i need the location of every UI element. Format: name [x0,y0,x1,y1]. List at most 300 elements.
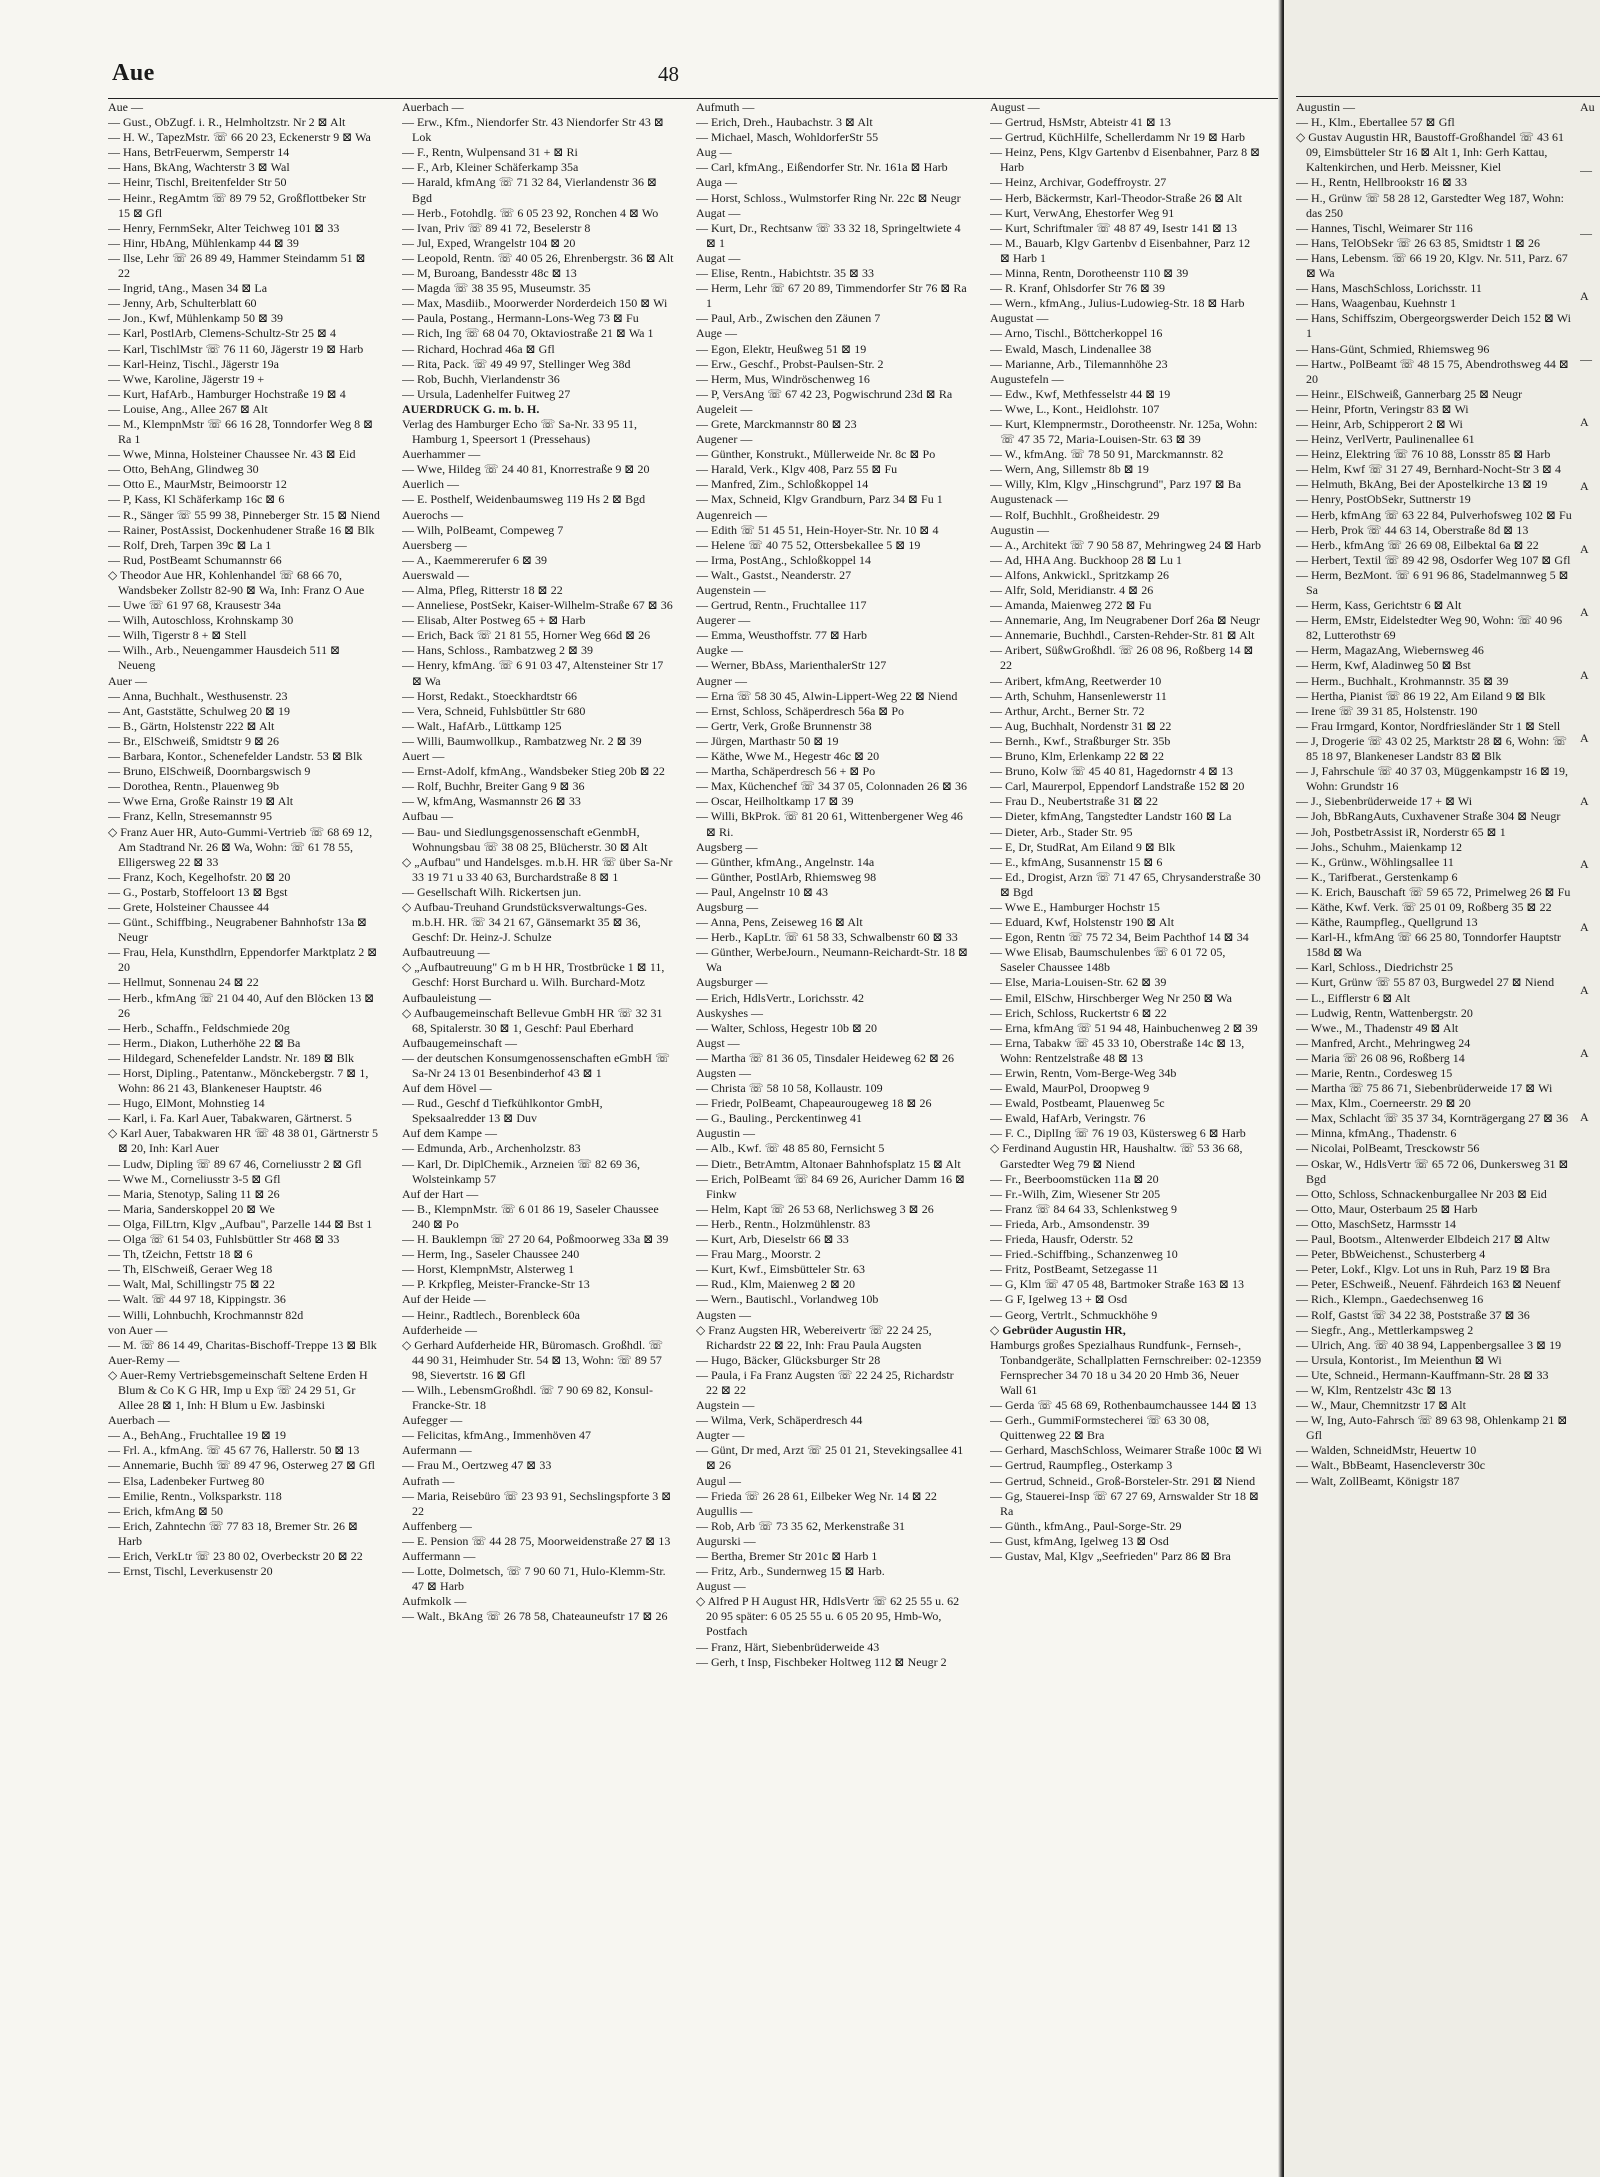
directory-entry: ◇ Alfred P H August HR, HdlsVertr ☏ 62 25 55 u. 62 20 95 später: 6 05 25 55 u. 6 05 20 95, Hmb-Wo, Postfach [696,1594,960,1639]
directory-entry: — Herb., Fotohdlg. ☏ 6 05 23 92, Ronchen 4 ⊠ Wo [402,205,659,220]
directory-entry: AUERDRUCK G. m. b. H. [402,401,540,416]
facing-page-entry: — Wwe., M., Thadenstr 49 ⊠ Alt [1296,1020,1459,1035]
directory-entry: — Kurt, VerwAng, Ehestorfer Weg 91 [990,205,1175,220]
directory-entry: — Günt, Dr med, Arzt ☏ 25 01 21, Stevekingsallee 41 ⊠ 26 [696,1443,964,1473]
surname-heading: Augke — [696,643,743,658]
surname-heading: August — [696,1579,746,1594]
directory-entry: — Edmunda, Arb., Archenholzstr. 83 [402,1141,581,1156]
directory-entry: — G, Klm ☏ 47 05 48, Bartmoker Straße 163 ⊠ 13 [990,1277,1245,1292]
directory-entry: — Ewald, Postbeamt, Plauenweg 5c [990,1096,1165,1111]
directory-entry: — Erna, kfmAng ☏ 51 94 48, Hainbuchenweg 2 ⊠ 39 [990,1020,1258,1035]
directory-entry: — Kurt, Klempnermstr., Dorotheenstr. Nr. 125a, Wohn: ☏ 47 35 72, Maria-Louisen-Str. 63 ⊠ 39 [990,416,1258,447]
directory-entry: — der deutschen Konsumgenossenschaften eGmbH ☏ Sa-Nr 24 13 01 Besenbinderhof 43 ⊠ 1 [402,1050,670,1080]
directory-entry: — Alb., Kwf. ☏ 48 85 80, Fernsicht 5 [696,1141,885,1156]
directory-entry: — Egon, Rentn ☏ 75 72 34, Beim Pachthof 14 ⊠ 34 [990,930,1249,945]
directory-entry: — F. C., DiplIng ☏ 76 19 03, Küstersweg 6 ⊠ Harb [990,1126,1246,1141]
facing-page-entry: — Herb, Prok ☏ 44 63 14, Oberstraße 8d ⊠ 13 [1296,522,1529,537]
directory-entry: — Fried.-Schiffbing., Schanzenweg 10 [990,1247,1178,1262]
directory-entry: — Ivan, Priv ☏ 89 41 72, Beselerstr 8 [402,220,591,235]
directory-entry: — Herb., KapLtr. ☏ 61 58 33, Schwalbenstr 60 ⊠ 33 [696,930,958,945]
surname-heading: Augter — [696,1428,745,1443]
facing-page-entry: — Otto, MaschSetz, Harmsstr 14 [1296,1216,1456,1231]
directory-entry: — Gerh., GummiFormstecherei ☏ 63 30 08, Quittenweg 22 ⊠ Bra [990,1413,1210,1443]
facing-page-entry: — J, Fahrschule ☏ 40 37 03, Müggenkampstr 16 ⊠ 19, Wohn: Grundstr 16 [1296,764,1569,794]
directory-entry: — Franz, Koch, Kegelhofstr. 20 ⊠ 20 [108,869,291,884]
directory-entry: — B., Gärtn, Holstenstr 222 ⊠ Alt [108,718,275,733]
directory-entry: ◇ Aufbaugemeinschaft Bellevue GmbH HR ☏ 32 31 68, Spitalerstr. 30 ⊠ 1, Geschf: Paul Eberhard [402,1005,663,1035]
surname-heading: Augsburg — [696,899,759,914]
facing-page-entry: — Walt., BbBeamt, Hasencleverstr 30c [1296,1458,1486,1473]
facing-page-entry: — Maria ☏ 26 08 96, Roßberg 14 [1296,1050,1465,1065]
directory-entry: — Jenny, Arb, Schulterblatt 60 [108,296,257,311]
facing-page-entry: — Walden, SchneidMstr, Heuertw 10 [1296,1443,1477,1458]
directory-entry: — Karl-Heinz, Tischl., Jägerstr 19a [108,356,279,371]
facing-page-entry: — Hannes, Tischl, Weimarer Str 116 [1296,220,1473,235]
directory-entry: — Ernst, Tischl, Leverkusenstr 20 [108,1564,273,1579]
facing-page-entry: — Herm, BezMont. ☏ 6 91 96 86, Stadelmannweg 5 ⊠ Sa [1296,567,1569,597]
facing-page-edge-fragment: — [1580,163,1592,178]
page-number: 48 [658,62,679,86]
directory-entry: — Heinz, Archivar, Godeffroystr. 27 [990,175,1167,190]
facing-page-entry: — Herm, Kass, Gerichtstr 6 ⊠ Alt [1296,598,1462,613]
directory-entry: — Kurt, Arb, Dieselstr 66 ⊠ 33 [696,1232,849,1247]
directory-entry: — Walter, Schloss, Hegestr 10b ⊠ 20 [696,1020,878,1035]
directory-entry: — Erw., Kfm., Niendorfer Str. 43 Niendorfer Str 43 ⊠ Lok [402,115,664,145]
facing-page-entry: — Johs., Schuhm., Maienkamp 12 [1296,839,1462,854]
directory-entry: — Gust, kfmAng, Igelweg 13 ⊠ Osd [990,1533,1169,1548]
surname-heading: Augeleit — [696,401,753,416]
directory-entry: — Günther, Konstrukt., Müllerweide Nr. 8c ⊠ Po [696,447,936,462]
directory-entry: — E., kfmAng, Susannenstr 15 ⊠ 6 [990,854,1163,869]
directory-entry: — Anna, Pens, Zeiseweg 16 ⊠ Alt [696,915,863,930]
directory-entry: — Willi, Lohnbuchh, Krochmannstr 82d [108,1307,304,1322]
facing-page-entry: — L., Eifflerstr 6 ⊠ Alt [1296,990,1411,1005]
directory-entry: — Oscar, Heilholtkamp 17 ⊠ 39 [696,794,854,809]
surname-heading: von Auer — [108,1322,168,1337]
directory-entry: — Max, Schneid, Klgv Grandburn, Parz 34 ⊠ Fu 1 [696,492,943,507]
directory-entry: — Th, ElSchweiß, Geraer Weg 18 [108,1262,273,1277]
facing-page-entry: — Kurt, Grünw ☏ 55 87 03, Burgwedel 27 ⊠ Niend [1296,975,1555,990]
directory-entry: — Harald, kfmAng ☏ 71 32 84, Vierlandenstr 36 ⊠ Bgd [402,175,658,205]
directory-entry: — Horst, Schloss., Wulmstorfer Ring Nr. 22c ⊠ Neugr [696,190,961,205]
directory-entry: — Gertrud, Raumpfleg., Osterkamp 3 [990,1458,1173,1473]
facing-page-entry: — Helmuth, BkAng, Bei der Apostelkirche 13 ⊠ 19 [1296,477,1548,492]
directory-entry: — Gustav, Mal, Klgv „Seefrieden" Parz 86 ⊠ Bra [990,1549,1231,1563]
facing-page-entry: — H., Rentn, Hellbrookstr 16 ⊠ 33 [1296,175,1468,190]
facing-page-entry: — Herm, EMstr, Eidelstedter Weg 90, Wohn: ☏ 40 96 82, Lutterothstr 69 [1296,613,1563,643]
directory-entry: — W., kfmAng. ☏ 78 50 91, Marckmannstr. 82 [990,447,1224,462]
facing-page-entry: — Helm, Kwf ☏ 31 27 49, Bernhard-Nocht-Str 3 ⊠ 4 [1296,462,1562,477]
directory-entry: — Ed., Drogist, Arzn ☏ 71 47 65, Chrysanderstraße 30 ⊠ Bgd [990,869,1261,899]
surname-heading: Augner — [696,673,747,688]
facing-page-entry: — Herbert, Textil ☏ 89 42 98, Osdorfer Weg 107 ⊠ Gfl [1296,552,1571,567]
facing-page-entry: — Hans, Lebensm. ☏ 66 19 20, Klgv. Nr. 511, Parz. 67 ⊠ Wa [1296,250,1568,281]
directory-entry: — Uwe ☏ 61 97 68, Krausestr 34a [108,598,281,613]
directory-entry: — Gerh, t Insp, Fischbeker Holtweg 112 ⊠ Neugr 2 [696,1654,947,1669]
directory-entry: — Günth., kfmAng., Paul-Sorge-Str. 29 [990,1518,1182,1533]
directory-entry: — H. Bauklempn ☏ 27 20 64, Poßmoorweg 33a ⊠ 39 [402,1232,669,1247]
directory-entry: — Fr.-Wilh, Zim, Wiesener Str 205 [990,1186,1161,1201]
directory-entry: ◇ Franz Auer HR, Auto-Gummi-Vertrieb ☏ 68 69 12, Am Stadtrand Nr. 26 ⊠ Wa, Wohn: ☏ 61 78 55, Elligersweg 22 ⊠ 33 [108,824,373,869]
directory-entry: — Gertrud, HsMstr, Abteistr 41 ⊠ 13 [990,115,1171,130]
directory-entry: — Bruno, Kolw ☏ 45 40 81, Hagedornstr 4 ⊠ 13 [990,764,1234,779]
directory-entry: — P, Kass, Kl Schäferkamp 16c ⊠ 6 [108,492,285,507]
facing-page-entry: — W, Ing, Auto-Fahrsch ☏ 89 63 98, Ohlenkamp 21 ⊠ Gfl [1296,1413,1568,1443]
directory-entry: — Walt., BkAng ☏ 26 78 58, Chateauneufstr 17 ⊠ 26 [402,1609,668,1624]
directory-entry: — Arth, Schuhm, Hansenlewerstr 11 [990,688,1167,703]
column-1 [108,100,380,2058]
directory-entry: — Erich, PolBeamt ☏ 84 69 26, Auricher Damm 16 ⊠ Finkw [696,1171,966,1201]
facing-page-edge-fragment: A [1580,1046,1589,1061]
directory-page [108,58,1278,2058]
facing-page [1284,0,1600,2177]
directory-entry: — Herb., Rentn., Holzmühlenstr. 83 [696,1216,871,1231]
facing-page-entry: — Ludwig, Rentn, Wattenbergstr. 20 [1296,1005,1473,1020]
facing-page-entry: — Käthe, Raumpfleg., Quellgrund 13 [1296,915,1478,930]
surname-heading: Auffenberg — [402,1518,472,1533]
directory-entry: — Lotte, Dolmetsch, ☏ 7 90 60 71, Hulo-Klemm-Str. 47 ⊠ Harb [402,1564,666,1594]
directory-entry: — Karl, i. Fa. Karl Auer, Tabakwaren, Gärtnerst. 5 [108,1111,352,1126]
surname-heading: Augul — [696,1473,741,1488]
surname-heading: Aufbaugemeinschaft — [402,1035,517,1050]
directory-entry: — Carl, kfmAng., Eißendorfer Str. Nr. 161a ⊠ Harb [696,160,948,175]
directory-entry: — Henry, kfmAng. ☏ 6 91 03 47, Altensteiner Str 17 ⊠ Wa [402,658,664,688]
directory-entry: — E. Posthelf, Weidenbaumsweg 119 Hs 2 ⊠ Bgd [402,492,646,507]
directory-entry: — Marianne, Arb., Tilemannhöhe 23 [990,356,1168,371]
surname-heading: Augener — [696,432,753,447]
facing-page-entry: — Joh, PostbetrAssist iR, Norderstr 65 ⊠ 1 [1296,824,1506,839]
directory-entry: — Erich, kfmAng ⊠ 50 [108,1503,224,1518]
directory-entry: — Walt, Mal, Schillingstr 75 ⊠ 22 [108,1277,275,1292]
facing-page-entry: — H., Grünw ☏ 58 28 12, Garstedter Weg 187, Wohn: das 250 [1296,190,1564,220]
directory-entry: — Aribert, SüßwGroßhdl. ☏ 26 08 96, Roßberg 14 ⊠ 22 [990,643,1254,673]
directory-entry: — Bau- und Siedlungsgenossenschaft eGenmbH, Wohnungsbau ☏ 38 08 25, Blücherstr. 30 ⊠ Alt [402,824,648,854]
header-keyword: Aue [112,60,155,86]
directory-entry: — Günther, kfmAng., Angelnstr. 14a [696,854,875,869]
directory-entry: — Ewald, HafArb, Veringstr. 76 [990,1111,1146,1126]
directory-entry: — Bruno, ElSchweiß, Doornbargswisch 9 [108,764,311,779]
surname-heading: Augat — [696,250,741,265]
directory-entry: — Elisab, Alter Postweg 65 + ⊠ Harb [402,613,586,628]
directory-entry: — Kurt, Schriftmaler ☏ 48 87 49, Isestr 141 ⊠ 13 [990,220,1238,235]
directory-entry: — Dorothea, Rentn., Plauenweg 9b [108,779,279,794]
facing-page-entry: — Heinr, Arb, Schipperort 2 ⊠ Wi [1296,416,1463,431]
directory-entry: — Hans, BetrFeuerwm, Semperstr 14 [108,145,290,160]
facing-page-entry: — Hans, Schiffszim, Obergeorgswerder Deich 152 ⊠ Wi 1 [1296,311,1571,341]
directory-entry: — Günther, PostlArb, Rhiemsweg 98 [696,869,877,884]
directory-entry: — Kurt, Dr., Rechtsanw ☏ 33 32 18, Springeltwiete 4 ⊠ 1 [696,220,961,250]
facing-page-entry: — Max, Klm., Coerneerstr. 29 ⊠ 20 [1296,1096,1471,1111]
facing-page-edge-fragment: A [1580,415,1589,430]
directory-entry: — Richard, Hochrad 46a ⊠ Gfl [402,341,555,356]
facing-page-entry: — Hartw., PolBeamt ☏ 48 15 75, Abendrothsweg 44 ⊠ 20 [1296,356,1569,386]
directory-entry: Verlag des Hamburger Echo ☏ Sa-Nr. 33 95 11, Hamburg 1, Speersort 1 (Pressehaus) [402,416,637,447]
directory-entry: — Harald, Verk., Klgv 408, Parz 55 ⊠ Fu [696,462,898,477]
facing-page-edge-fragment: A [1580,604,1589,619]
directory-entry: — Helm, Kapt ☏ 26 53 68, Nerlichsweg 3 ⊠ 26 [696,1201,934,1216]
directory-entry: — Alfons, Ankwickl., Spritzkamp 26 [990,567,1169,582]
directory-entry: — Erwin, Rentn, Vom-Berge-Weg 34b [990,1066,1177,1080]
facing-page-entry: — Rolf, Gastst ☏ 34 22 38, Poststraße 37 ⊠ 36 [1296,1307,1530,1322]
directory-entry: — Erna, Tabakw ☏ 45 33 10, Oberstraße 14c ⊠ 13, Wohn: Rentzelstraße 48 ⊠ 13 [990,1035,1245,1065]
directory-entry: — Paul, Angelnstr 10 ⊠ 43 [696,884,829,899]
directory-entry: — Emilie, Rentn., Volksparkstr. 118 [108,1488,282,1503]
facing-page-entry: — Karl-H., kfmAng ☏ 66 25 80, Tonndorfer Hauptstr 158d ⊠ Wa [1296,930,1561,960]
directory-entry: — Willy, Klm, Klgv „Hinschgrund", Parz 197 ⊠ Ba [990,477,1242,492]
facing-page-entry: — Paul, Bootsm., Altenwerder Elbdeich 217 ⊠ Altw [1296,1232,1551,1247]
directory-entry: — Carl, Maurerpol, Eppendorf Landstraße 152 ⊠ 20 [990,779,1245,794]
facing-page-entry: — Oskar, W., HdlsVertr ☏ 65 72 06, Dunkersweg 31 ⊠ Bgd [1296,1156,1569,1186]
facing-page-entry: — Hertha, Pianist ☏ 86 19 22, Am Eiland 9 ⊠ Blk [1296,688,1546,703]
directory-entry: — A., Kaemmererufer 6 ⊠ 39 [402,552,548,567]
surname-heading: Auf der Hart — [402,1186,479,1201]
surname-heading: Auskyshes — [696,1005,764,1020]
surname-heading: Auer — [108,673,147,688]
directory-entry: ◇ Theodor Aue HR, Kohlenhandel ☏ 68 66 70, Wandsbeker Zollstr 82-90 ⊠ Wa, Inh: Franz O Aue [108,567,365,597]
facing-page-entry: — Irene ☏ 39 31 85, Holstenstr. 190 [1296,703,1478,718]
directory-entry: — A., BehAng., Fruchtallee 19 ⊠ 19 [108,1428,287,1443]
facing-page-edge-fragment: A [1580,1109,1589,1124]
directory-entry: — Alfr, Sold, Meridianstr. 4 ⊠ 26 [990,583,1154,597]
facing-page-entry: — Herm, Kwf, Aladinweg 50 ⊠ Bst [1296,658,1471,673]
facing-page-edge-fragment: A [1580,667,1589,682]
directory-entry: ◇ „Aufbau" und Handelsges. m.b.H. HR ☏ über Sa-Nr 33 19 71 u 33 40 63, Burchardstraße 8 ⊠ 1 [402,854,673,884]
facing-page-entry: — Joh, BbRangAuts, Cuxhavener Straße 304 ⊠ Neugr [1296,809,1561,824]
directory-entry: — Egon, Elektr, Heußweg 51 ⊠ 19 [696,341,867,356]
directory-entry: — Maria, Reisebüro ☏ 23 93 91, Sechslingspforte 3 ⊠ 22 [402,1488,672,1518]
surname-heading: Auf der Heide — [402,1292,486,1307]
facing-page-entry: — Otto, Schloss, Schnackenburgallee Nr 203 ⊠ Eid [1296,1186,1547,1201]
directory-entry: — Herb, Bäckermstr, Karl-Theodor-Straße 26 ⊠ Alt [990,190,1242,205]
directory-entry: — Gerda ☏ 45 68 69, Rothenbaumchaussee 144 ⊠ 13 [990,1398,1257,1413]
directory-entry: — Amanda, Maienweg 272 ⊠ Fu [990,598,1152,613]
surname-heading: Augsten — [696,1066,751,1080]
directory-entry: — Erich, Back ☏ 21 81 55, Horner Weg 66d ⊠ 26 [402,628,651,643]
directory-entry: — Willi, Baumwollkup., Rambatzweg Nr. 2 ⊠ 39 [402,733,642,748]
directory-entry: — Felicitas, kfmAng., Immenhöven 47 [402,1428,591,1443]
facing-page-entry: — Ursula, Kontorist., Im Meienthun ⊠ Wi [1296,1352,1502,1367]
directory-entry: — Fritz, PostBeamt, Setzegasse 11 [990,1262,1159,1277]
directory-entry: — G., Postarb, Stoffeloort 13 ⊠ Bgst [108,884,288,899]
facing-page-column [1296,100,1576,2100]
directory-entry: — Wilh, Tigerstr 8 + ⊠ Stell [108,628,247,643]
directory-entry: — Br., ElSchweiß, Smidtstr 9 ⊠ 26 [108,733,280,748]
directory-entry: — Friedr, PolBeamt, Chapeaurougeweg 18 ⊠ 26 [696,1096,932,1111]
directory-entry: — Hans, BkAng, Wachterstr 3 ⊠ Wal [108,160,290,175]
directory-entry: — Otto E., MaurMstr, Beimoorstr 12 [108,477,287,492]
directory-entry: — Maria, Sanderskoppel 20 ⊠ We [108,1201,275,1216]
directory-entry: — Karl, Dr. DiplChemik., Arzneien ☏ 82 69 36, Wolsteinkamp 57 [402,1156,640,1186]
facing-page-entry: ◇ Gustav Augustin HR, Baustoff-Großhandel ☏ 43 61 09, Eimsbütteler Str 16 ⊠ Alt 1, Inh: Gerh Kattau, Kaltenkirchen, und Herb. Meissner, Kiel [1296,130,1564,175]
directory-entry: — Dieter, Arb., Stader Str. 95 [990,824,1133,839]
facing-page-entry: — Walt, ZollBeamt, Königstr 187 [1296,1473,1460,1488]
directory-entry: — Horst, Redakt., Stoeckhardtstr 66 [402,688,577,703]
directory-entry: — Rolf, Dreh, Tarpen 39c ⊠ La 1 [108,537,272,552]
directory-entry: — Walt. ☏ 44 97 18, Kippingstr. 36 [108,1292,286,1307]
directory-entry: — Jul, Exped, Wrangelstr 104 ⊠ 20 [402,235,576,250]
directory-entry: — Wwe, Karoline, Jägerstr 19 + [108,371,265,386]
directory-entry: — Max, Masdiib., Moorwerder Norderdeich 150 ⊠ Wi [402,296,668,311]
facing-page-entry: — Martha ☏ 75 86 71, Siebenbrüderweide 17 ⊠ Wi [1296,1081,1553,1096]
directory-entry: — Christa ☏ 58 10 58, Kollaustr. 109 [696,1081,883,1096]
directory-entry: — Erna ☏ 58 30 45, Alwin-Lippert-Weg 22 ⊠ Niend [696,688,958,703]
directory-entry: — Wilh, PolBeamt, Compeweg 7 [402,522,564,537]
surname-heading: Auffermann — [402,1549,476,1563]
directory-entry: — Max, Küchenchef ☏ 34 37 05, Colonnaden 26 ⊠ 36 [696,779,968,794]
directory-entry: — Grete, Marckmannstr 80 ⊠ 23 [696,416,857,431]
facing-page-entry: — Henry, PostObSekr, Suttnerstr 19 [1296,492,1471,507]
directory-entry: — Wern, Ang, Sillemstr 8b ⊠ 19 [990,462,1149,477]
directory-entry: — G F, Igelweg 13 + ⊠ Osd [990,1292,1128,1307]
directory-entry: — P. Krkpfleg, Meister-Francke-Str 13 [402,1277,590,1292]
facing-page-entry: — J, Drogerie ☏ 43 02 25, Marktstr 28 ⊠ 6, Wohn: ☏ 85 18 97, Blankeneser Landstr 83 ⊠ Blk [1296,733,1568,764]
directory-entry: — Ewald, MaurPol, Droopweg 9 [990,1081,1150,1096]
directory-entry: ◇ Aufbau-Treuhand Grundstücksverwaltungs-Ges. m.b.H. HR. ☏ 34 21 67, Gänsemarkt 35 ⊠ 36, Geschf: Dr. Heinz-J. Schulze [402,899,648,945]
directory-entry: — Heinz, Pens, Klgv Gartenbv d Eisenbahner, Parz 8 ⊠ Harb [990,145,1261,175]
facing-page-entry: — J., Siebenbrüderweide 17 + ⊠ Wi [1296,794,1473,809]
directory-entry: — Herm, Ing., Saseler Chaussee 240 [402,1247,580,1262]
facing-page-edge-fragment: — [1580,226,1592,241]
directory-entry: — Franz ☏ 84 64 33, Schlenkstweg 9 [990,1201,1177,1216]
directory-entry: — Franz, Kelln, Stresemannstr 95 [108,809,272,824]
directory-entry: — Edith ☏ 51 45 51, Hein-Hoyer-Str. Nr. 10 ⊠ 4 [696,522,939,537]
directory-entry: — Minna, Rentn, Dorotheenstr 110 ⊠ 39 [990,266,1189,281]
facing-page-entry: — Hans, MaschSchloss, Lorichsstr. 11 [1296,281,1482,296]
directory-entry: — A., Architekt ☏ 7 90 58 87, Mehringweg 24 ⊠ Harb [990,537,1262,552]
directory-entry: — Helene ☏ 40 75 52, Ottersbekallee 5 ⊠ 19 [696,537,921,552]
facing-page-entry: — Nicolai, PolBeamt, Tresckowstr 56 [1296,1141,1480,1156]
surname-heading: Aufermann — [402,1443,472,1458]
directory-entry: — Barbara, Kontor., Schenefelder Landstr. 53 ⊠ Blk [108,749,363,764]
directory-entry: — F., Rentn, Wulpensand 31 + ⊠ Ri [402,145,578,160]
directory-entry: ◇ Karl Auer, Tabakwaren HR ☏ 48 38 01, Gärtnerstr 5 ⊠ 20, Inh: Karl Auer [108,1126,378,1156]
directory-entry: — Olga ☏ 61 54 03, Fuhlsbüttler Str 468 ⊠ 33 [108,1232,340,1247]
directory-entry: — Erich, HdlsVertr., Lorichsstr. 42 [696,990,864,1005]
directory-entry: — Ernst-Adolf, kfmAng., Wandsbeker Stieg 20b ⊠ 22 [402,764,665,779]
facing-page-entry: — Heinr, Pfortn, Veringstr 83 ⊠ Wi [1296,401,1469,416]
directory-entry: — Dieter, kfmAng, Tangstedter Landstr 160 ⊠ La [990,809,1232,824]
surname-heading: Augst — [696,1035,740,1050]
directory-entry: — Erw., Geschf., Probst-Paulsen-Str. 2 [696,356,884,371]
directory-entry: — Hinr, HbAng, Mühlenkamp 44 ⊠ 39 [108,235,299,250]
directory-entry: — Herb., kfmAng ☏ 21 04 40, Auf den Blöcken 13 ⊠ 26 [108,990,375,1020]
directory-entry: — Walt., Gastst., Neanderstr. 27 [696,567,852,582]
surname-heading: Auerbach — [402,100,464,114]
surname-heading: Augenstein — [696,583,766,597]
directory-entry: — Georg, Vertrlt., Schmuckhöhe 9 [990,1307,1158,1322]
facing-page-entry: — Siegfr., Ang., Mettlerkampsweg 2 [1296,1322,1474,1337]
directory-entry: — Herb., Schaffn., Feldschmiede 20g [108,1020,290,1035]
columns [108,100,1278,2058]
facing-page-rule [1296,96,1600,97]
directory-entry: — M. ☏ 86 14 49, Charitas-Bischoff-Treppe 13 ⊠ Blk [108,1337,377,1352]
directory-entry: ◇ Gerhard Aufderheide HR, Büromasch. Großhdl. ☏ 44 90 31, Heimhuder Str. 54 ⊠ 13, Wohn: ☏ 89 57 98, Sievertstr. 16 ⊠ Gfl [402,1337,664,1382]
page-header [108,58,1278,99]
directory-entry: — B., KlempnMstr. ☏ 6 01 86 19, Saseler Chaussee 240 ⊠ Po [402,1201,659,1231]
directory-entry: — Otto, BehAng, Glindweg 30 [108,462,259,477]
directory-entry: — F., Arb, Kleiner Schäferkamp 35a [402,160,579,175]
directory-entry: — Th, tZeichn, Fettstr 18 ⊠ 6 [108,1247,253,1262]
directory-entry: — Frieda, Arb., Amsondenstr. 39 [990,1216,1150,1231]
facing-page-entry: — Herm, MagazAng, Wiebernsweg 46 [1296,643,1484,658]
surname-heading: Auerswald — [402,567,469,582]
directory-entry: — Gerhard, MaschSchloss, Weimarer Straße 100c ⊠ Wi [990,1443,1262,1458]
directory-entry: — Kurt, HafArb., Hamburger Hochstraße 19 ⊠ 4 [108,386,346,401]
directory-entry: — Gesellschaft Wilh. Rickertsen jun. [402,884,582,899]
facing-page-entry: — Manfred, Archt., Mehringweg 24 [1296,1035,1471,1050]
directory-entry: — Elsa, Ladenbeker Furtweg 80 [108,1473,265,1488]
facing-page-entry: — Ulrich, Ang. ☏ 40 38 94, Lappenbergsallee 3 ⊠ 19 [1296,1337,1562,1352]
directory-entry: — Eduard, Kwf, Holstenstr 190 ⊠ Alt [990,915,1175,930]
surname-heading: Auf dem Hövel — [402,1081,492,1096]
directory-entry: — Gertrud, Rentn., Fruchtallee 117 [696,598,867,613]
surname-heading: Augerer — [696,613,751,628]
directory-entry: — Erich, Dreh., Haubachstr. 3 ⊠ Alt [696,115,873,130]
directory-entry: — Rob, Arb ☏ 73 35 62, Merkenstraße 31 [696,1518,905,1533]
directory-entry: — Hildegard, Schenefelder Landstr. Nr. 189 ⊠ Blk [108,1050,354,1065]
facing-page-edge-column [1580,100,1600,1200]
surname-heading: Aue — [108,100,143,114]
directory-entry: — Michael, Masch, WohldorferStr 55 [696,130,879,145]
directory-entry: — G., Bauling., Perckentinweg 41 [696,1111,862,1126]
directory-entry: — Annemarie, Buchhdl., Carsten-Rehder-Str. 81 ⊠ Alt [990,628,1255,643]
directory-entry: — Irma, PostAng., Schloßkoppel 14 [696,552,871,567]
facing-page-entry: — K., Grünw., Wöhlingsallee 11 [1296,854,1454,869]
directory-entry: — M, Buroang, Bandesstr 48c ⊠ 13 [402,266,577,281]
surname-heading: Aufderheide — [402,1322,477,1337]
directory-entry: — Frieda ☏ 26 28 61, Eilbeker Weg Nr. 14 ⊠ 22 [696,1488,937,1503]
directory-entry: — Frau M., Oertzweg 47 ⊠ 33 [402,1458,552,1473]
directory-entry: — Hugo, Bäcker, Glücksburger Str 28 [696,1352,881,1367]
directory-entry: — Wwe, Hildeg ☏ 24 40 81, Knorrestraße 9 ⊠ 20 [402,462,650,477]
surname-heading: Augstein — [696,1398,755,1413]
directory-entry: — Ad, HHA Ang. Buckhoop 28 ⊠ Lu 1 [990,552,1183,567]
directory-entry: — Erich, Zahntechn ☏ 77 83 18, Bremer Str. 26 ⊠ Harb [108,1518,359,1548]
facing-page-edge-fragment: A [1580,920,1589,935]
surname-heading: Auer-Remy — [108,1352,180,1367]
directory-entry: — Bernh., Kwf., Straßburger Str. 35b [990,733,1171,748]
directory-entry: — Karl, PostlArb, Clemens-Schultz-Str 25 ⊠ 4 [108,326,337,341]
directory-entry: — Heinr, Tischl, Breitenfelder Str 50 [108,175,287,190]
directory-entry: — Arno, Tischl., Böttcherkoppel 16 [990,326,1163,341]
directory-entry: — Ant, Gaststätte, Schulweg 20 ⊠ 19 [108,703,291,718]
surname-heading: Aug — [696,145,732,160]
directory-entry: — Louise, Ang., Allee 267 ⊠ Alt [108,401,268,416]
directory-entry: — R. Kranf, Ohlsdorfer Str 76 ⊠ 39 [990,281,1166,296]
directory-entry: — H. W., TapezMstr. ☏ 66 20 23, Eckenerstr 9 ⊠ Wa [108,130,371,145]
directory-entry: ◇ Gebrüder Augustin HR, [990,1322,1126,1337]
surname-heading: Auersberg — [402,537,467,552]
facing-page-entry: — Otto, Maur, Osterbaum 25 ⊠ Harb [1296,1201,1478,1216]
directory-entry: — Frieda, Hausfr, Oderstr. 52 [990,1232,1134,1247]
facing-page-entry: — Karl, Schloss., Diedrichstr 25 [1296,960,1453,975]
directory-entry: — Ingrid, tAng., Masen 34 ⊠ La [108,281,268,296]
directory-entry: — Herm., Diakon, Lutherhöhe 22 ⊠ Ba [108,1035,301,1050]
directory-entry: — Walt., HafArb., Lüttkamp 125 [402,718,562,733]
surname-heading: Augsten — [696,1307,751,1322]
surname-heading: Augustefeln — [990,371,1064,386]
directory-entry: — M., KlempnMstr ☏ 66 16 28, Tonndorfer Weg 8 ⊠ Ra 1 [108,416,374,447]
directory-entry: — Rainer, PostAssist, Dockenhudener Straße 16 ⊠ Blk [108,522,375,537]
directory-entry: — E, Dr, StudRat, Am Eiland 9 ⊠ Blk [990,839,1176,854]
directory-entry: — Ewald, Masch, Lindenallee 38 [990,341,1152,356]
facing-page-entry: — Ute, Schneid., Hermann-Kauffmann-Str. 28 ⊠ 33 [1296,1367,1549,1382]
facing-page-entry: — Hans, TelObSekr ☏ 26 63 85, Smidtstr 1 ⊠ 26 [1296,235,1540,250]
directory-entry: — Manfred, Zim., Schloßkoppel 14 [696,477,869,492]
facing-page-entry: — Minna, kfmAng., Thadenstr. 6 [1296,1126,1457,1141]
facing-page-entry: — K. Erich, Bauschaft ☏ 59 65 72, Primelweg 26 ⊠ Fu [1296,884,1571,899]
surname-heading: Augenreich — [696,507,767,522]
